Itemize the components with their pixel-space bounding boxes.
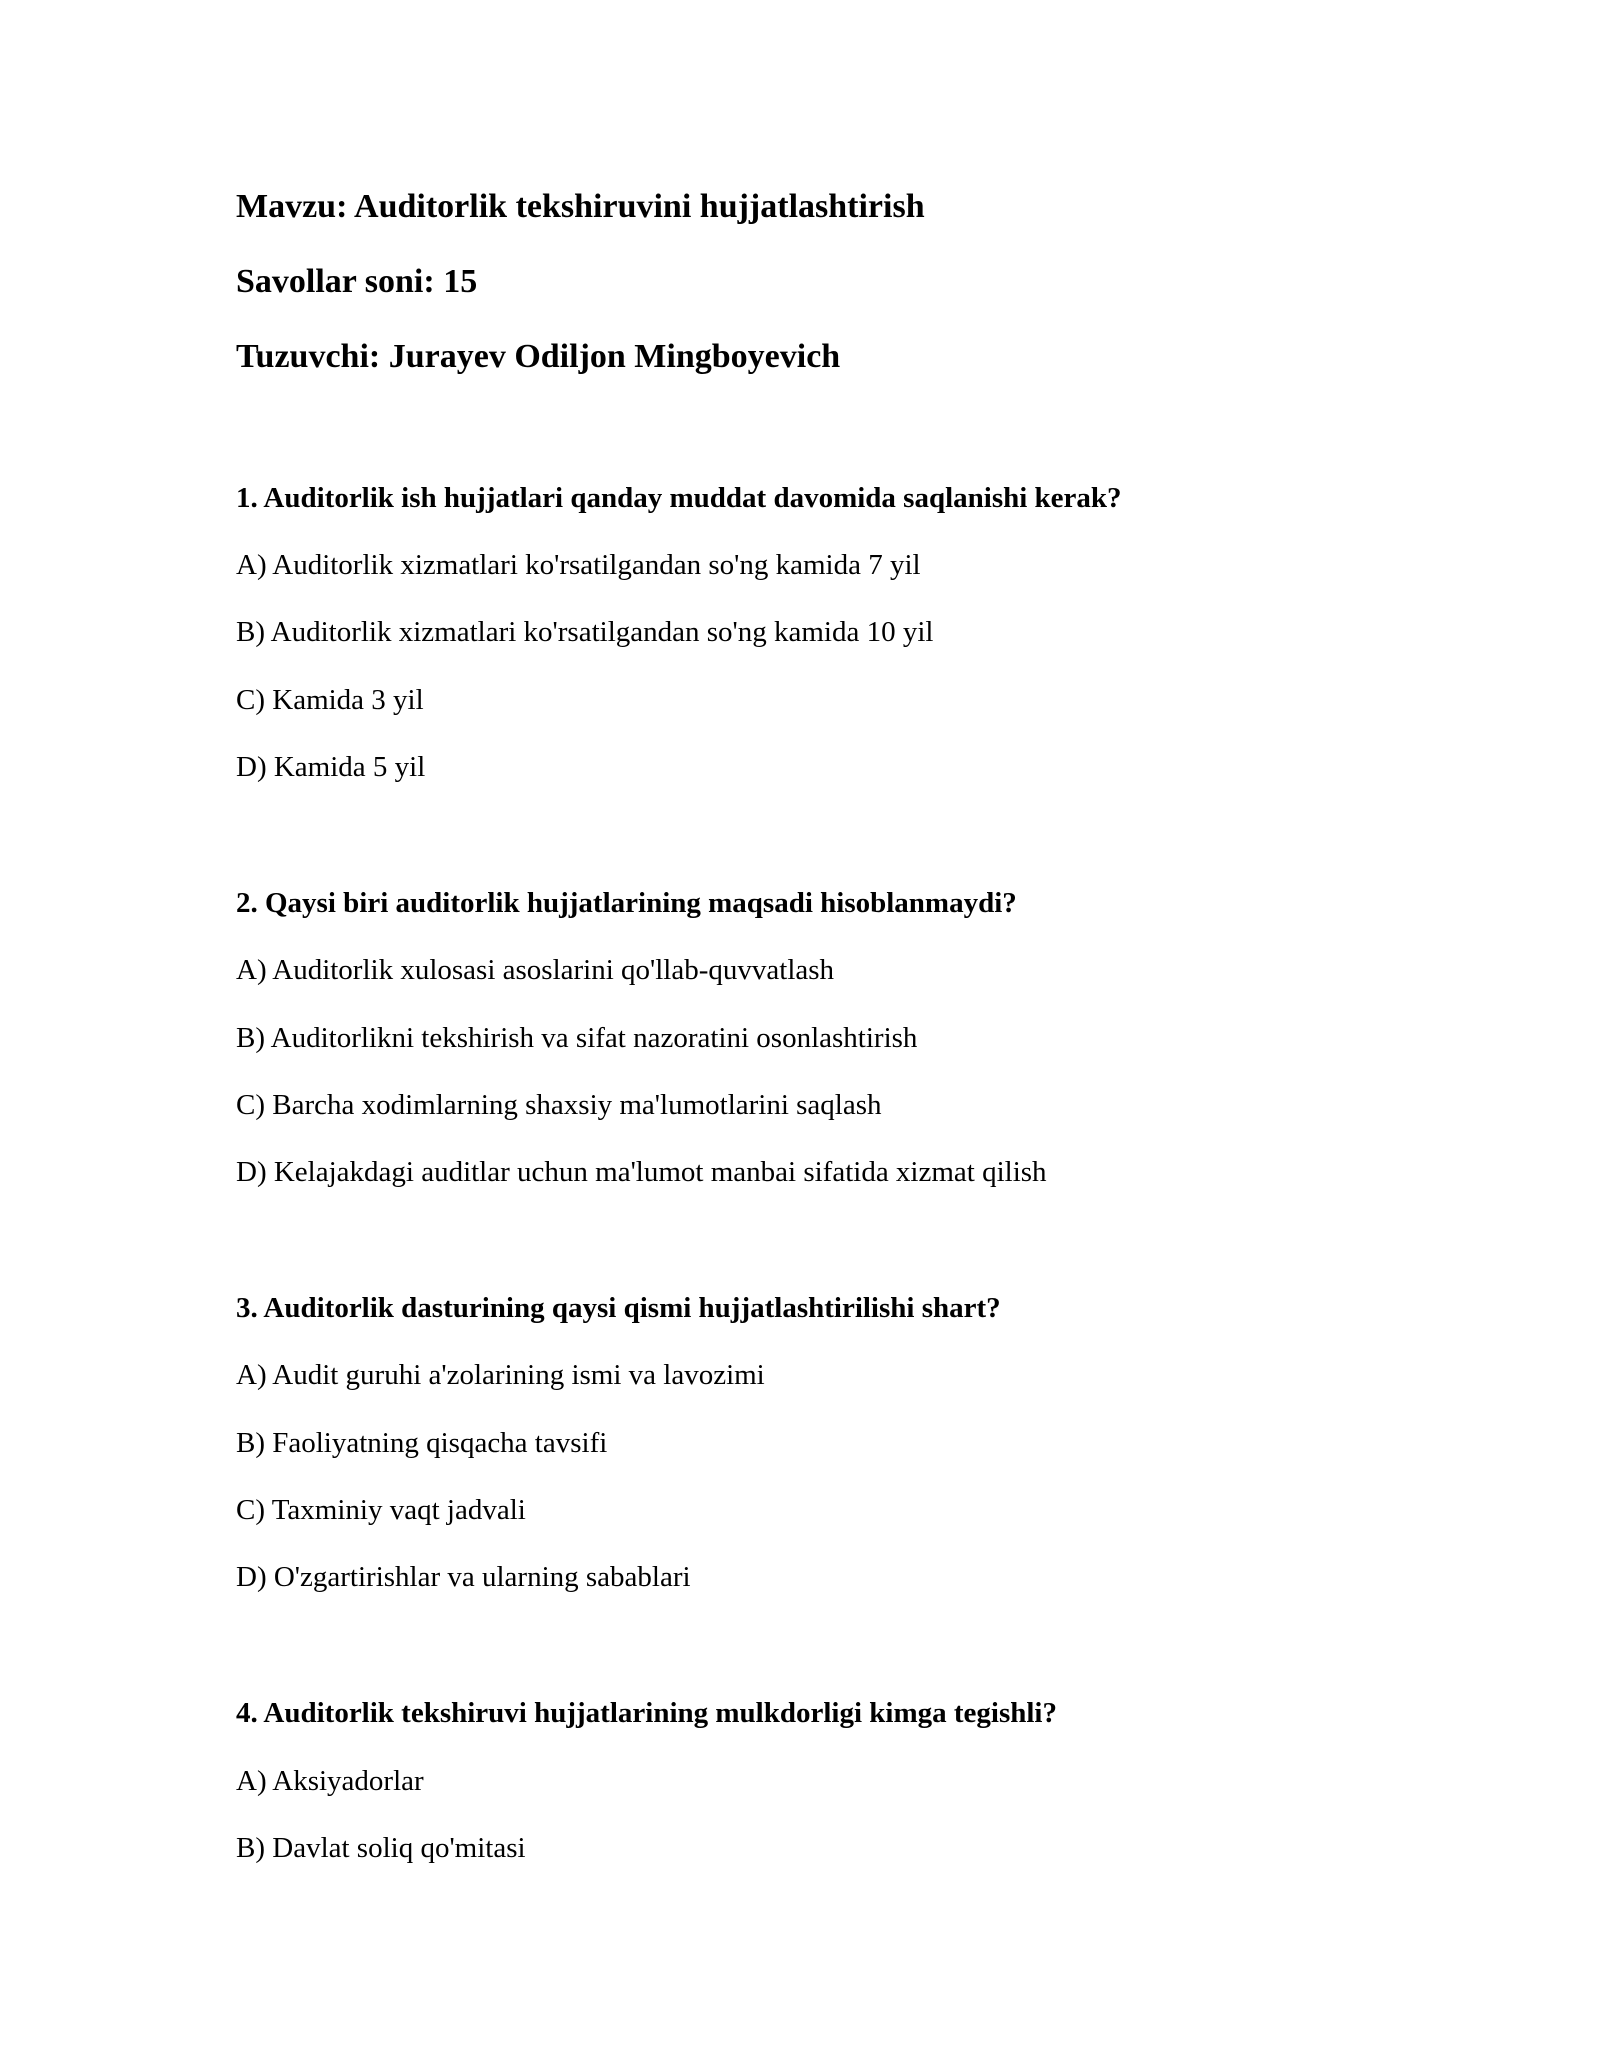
answer-option: D) Kelajakdagi auditlar uchun ma'lumot manbai sifatida xizmat qilish: [236, 1156, 1047, 1188]
question-text: 4. Auditorlik tekshiruvi hujjatlarining mulkdorligi kimga tegishli?: [236, 1697, 1057, 1729]
answer-option: B) Davlat soliq qo'mitasi: [236, 1832, 526, 1864]
answer-option: C) Barcha xodimlarning shaxsiy ma'lumotlarini saqlash: [236, 1089, 882, 1121]
question-text: 2. Qaysi biri auditorlik hujjatlarining maqsadi hisoblanmaydi?: [236, 887, 1017, 919]
answer-option: D) Kamida 5 yil: [236, 751, 426, 783]
answer-option: B) Auditorlikni tekshirish va sifat nazoratini osonlashtirish: [236, 1022, 918, 1054]
answer-option: A) Auditorlik xulosasi asoslarini qo'llab-quvvatlash: [236, 954, 835, 986]
answer-option: D) O'zgartirishlar va ularning sabablari: [236, 1561, 691, 1593]
question-text: 1. Auditorlik ish hujjatlari qanday muddat davomida saqlanishi kerak?: [236, 482, 1122, 514]
answer-option: B) Auditorlik xizmatlari ko'rsatilgandan so'ng kamida 10 yil: [236, 616, 934, 648]
answer-option: A) Audit guruhi a'zolarining ismi va lavozimi: [236, 1359, 765, 1391]
question-text: 3. Auditorlik dasturining qaysi qismi hujjatlashtirilishi shart?: [236, 1292, 1001, 1324]
answer-option: C) Taxminiy vaqt jadvali: [236, 1494, 526, 1526]
question-count: Savollar soni: 15: [236, 263, 478, 300]
answer-option: C) Kamida 3 yil: [236, 684, 424, 716]
author-line: Tuzuvchi: Jurayev Odiljon Mingboyevich: [236, 338, 841, 375]
answer-option: A) Aksiyadorlar: [236, 1765, 424, 1797]
topic-heading: Mavzu: Auditorlik tekshiruvini hujjatlashtirish: [236, 188, 925, 225]
answer-option: B) Faoliyatning qisqacha tavsifi: [236, 1427, 608, 1459]
answer-option: A) Auditorlik xizmatlari ko'rsatilgandan so'ng kamida 7 yil: [236, 549, 921, 581]
